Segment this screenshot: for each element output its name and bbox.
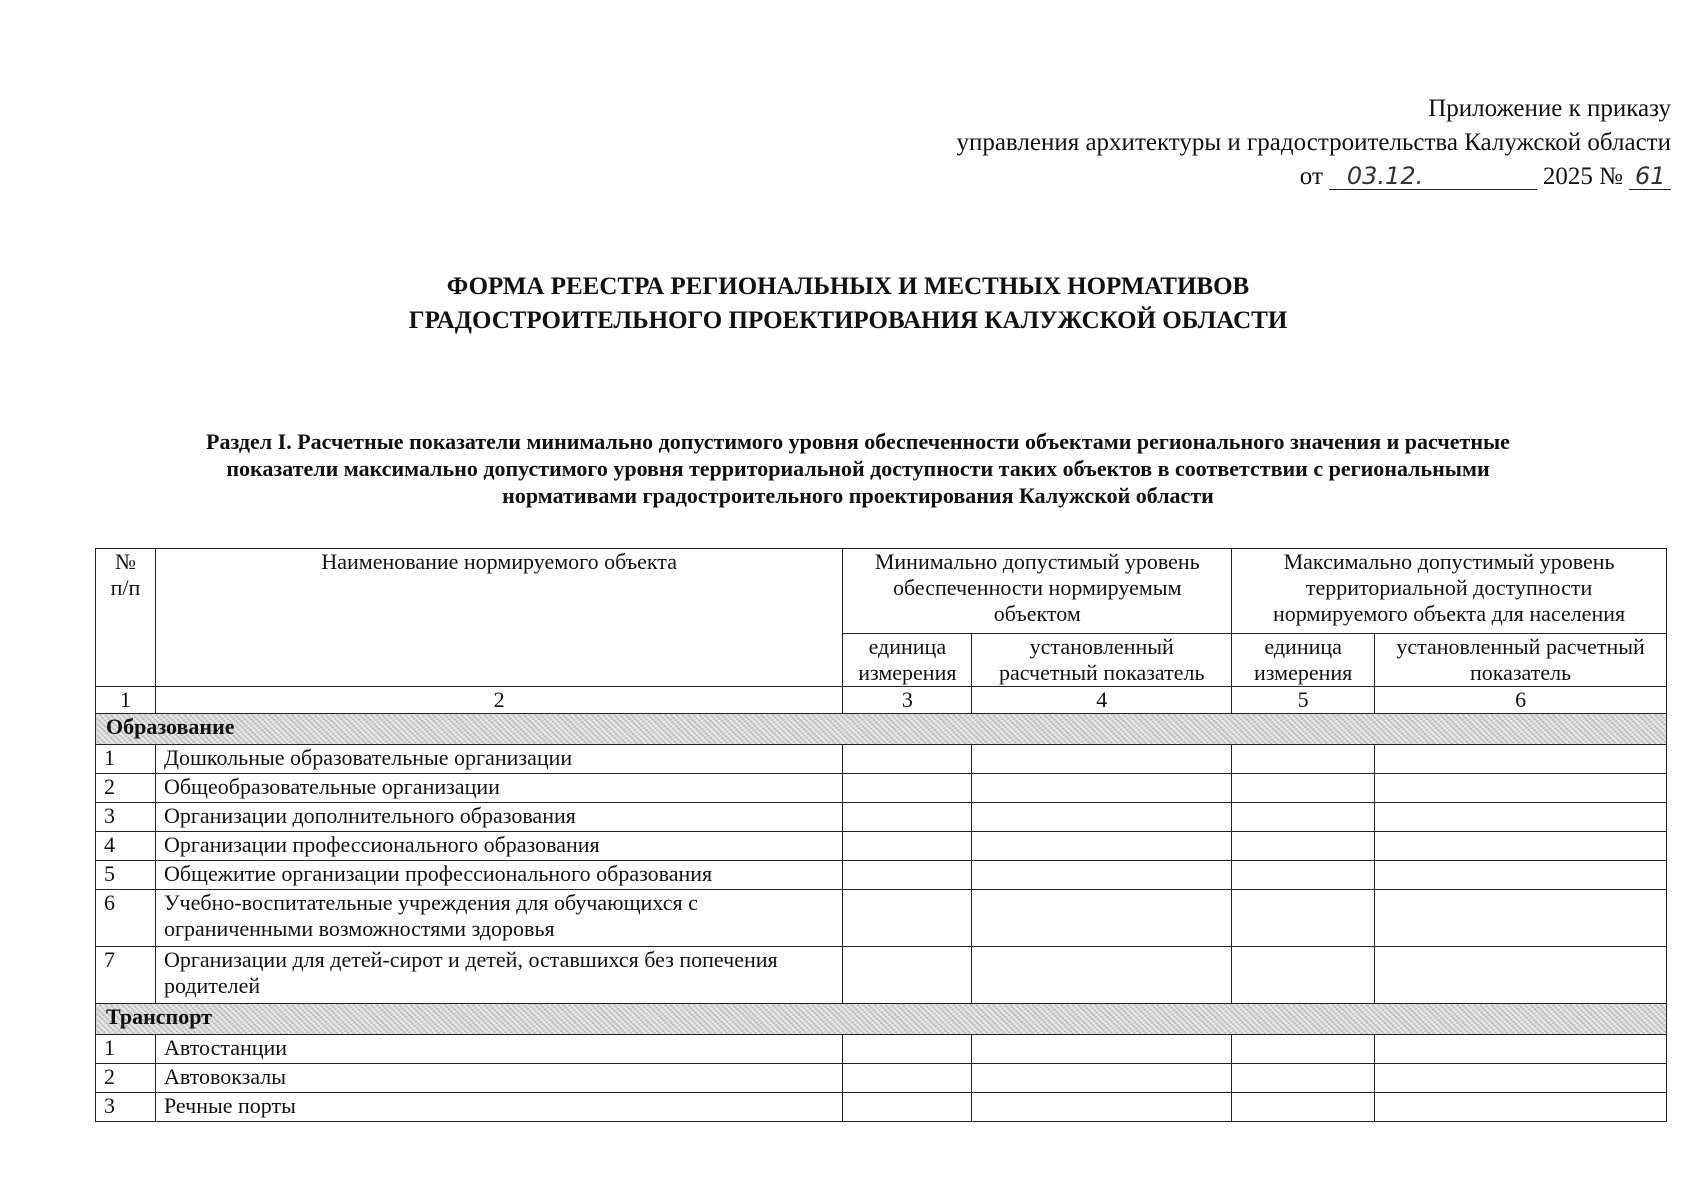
row-number: 1 — [96, 1035, 156, 1064]
from-label: от — [1299, 163, 1323, 190]
cell-unit-max — [1232, 890, 1375, 947]
cell-value-min — [972, 890, 1232, 947]
cell-unit-min — [843, 890, 972, 947]
cell-unit-min — [843, 745, 972, 774]
cell-unit-max — [1232, 1064, 1375, 1093]
cell-value-max — [1375, 1035, 1667, 1064]
section-heading — [120, 428, 1596, 509]
row-number: 3 — [96, 1093, 156, 1122]
cell-unit-min — [843, 1093, 972, 1122]
cell-unit-min — [843, 803, 972, 832]
row-name: Общежитие организации профессионального образования — [155, 861, 842, 890]
header-max-group: Максимально допустимый уровень территориальной доступности нормируемого объекта для населения — [1232, 549, 1667, 634]
cell-value-max — [1375, 832, 1667, 861]
header-min-group: Минимально допустимый уровень обеспеченности нормируемым объектом — [843, 549, 1232, 634]
table-row — [96, 745, 1667, 774]
cell-unit-min — [843, 1064, 972, 1093]
table-row — [96, 1093, 1667, 1122]
col-number-5: 5 — [1232, 687, 1375, 714]
header-unit-max: единица измерения — [1232, 634, 1375, 687]
table-row — [96, 1064, 1667, 1093]
cell-value-max — [1375, 947, 1667, 1004]
row-number: 1 — [96, 745, 156, 774]
header-value-max: установленный расчетный показатель — [1375, 634, 1667, 687]
table-row — [96, 803, 1667, 832]
title-line-1: ФОРМА РЕЕСТРА РЕГИОНАЛЬНЫХ И МЕСТНЫХ НОРМАТИВОВ — [446, 273, 1250, 300]
row-name: Автовокзалы — [155, 1064, 842, 1093]
row-name: Организации для детей-сирот и детей, оставшихся без попечения родителей — [155, 947, 842, 1004]
category-name: Транспорт — [96, 1004, 1667, 1035]
header-name: Наименование нормируемого объекта — [155, 549, 842, 687]
cell-unit-min — [843, 832, 972, 861]
row-name: Организации профессионального образования — [155, 832, 842, 861]
table-row — [96, 890, 1667, 947]
header-value-min: установленный расчетный показатель — [972, 634, 1232, 687]
cell-value-max — [1375, 1093, 1667, 1122]
order-number-field: 61 — [1629, 163, 1671, 190]
row-name: Общеобразовательные организации — [155, 774, 842, 803]
col-number-6: 6 — [1375, 687, 1667, 714]
table-row — [96, 832, 1667, 861]
col-number-3: 3 — [843, 687, 972, 714]
cell-value-max — [1375, 803, 1667, 832]
cell-unit-max — [1232, 745, 1375, 774]
category-row — [96, 1004, 1667, 1035]
year-number-label: 2025 № — [1542, 163, 1623, 190]
cell-unit-max — [1232, 803, 1375, 832]
row-name: Организации дополнительного образования — [155, 803, 842, 832]
cell-unit-max — [1232, 947, 1375, 1004]
cell-unit-max — [1232, 861, 1375, 890]
row-name: Речные порты — [155, 1093, 842, 1122]
row-number: 5 — [96, 861, 156, 890]
cell-value-min — [972, 1064, 1232, 1093]
cell-value-max — [1375, 861, 1667, 890]
document-title — [0, 270, 1696, 338]
col-number-4: 4 — [972, 687, 1232, 714]
cell-unit-max — [1232, 832, 1375, 861]
cell-value-max — [1375, 774, 1667, 803]
cell-value-max — [1375, 745, 1667, 774]
header-num: № п/п — [96, 549, 156, 687]
title-line-2: ГРАДОСТРОИТЕЛЬНОГО ПРОЕКТИРОВАНИЯ КАЛУЖСКОЙ ОБЛАСТИ — [408, 307, 1288, 334]
table-row — [96, 774, 1667, 803]
row-number: 2 — [96, 1064, 156, 1093]
col-number-1: 1 — [96, 687, 156, 714]
header-unit-min: единица измерения — [843, 634, 972, 687]
cell-value-min — [972, 803, 1232, 832]
section-line-3: нормативами градостроительного проектирования Калужской области — [502, 483, 1214, 508]
cell-unit-max — [1232, 1035, 1375, 1064]
category-name: Образование — [96, 714, 1667, 745]
row-number: 3 — [96, 803, 156, 832]
cell-value-min — [972, 745, 1232, 774]
cell-value-max — [1375, 890, 1667, 947]
cell-unit-min — [843, 1035, 972, 1064]
row-number: 4 — [96, 832, 156, 861]
cell-value-min — [972, 947, 1232, 1004]
table-row — [96, 947, 1667, 1004]
order-date-field: 03.12. — [1329, 163, 1537, 190]
row-name: Дошкольные образовательные организации — [155, 745, 842, 774]
row-number: 7 — [96, 947, 156, 1004]
cell-value-min — [972, 1035, 1232, 1064]
cell-unit-min — [843, 861, 972, 890]
registry-table — [95, 548, 1667, 1122]
category-row — [96, 714, 1667, 745]
row-number: 2 — [96, 774, 156, 803]
cell-value-max — [1375, 1064, 1667, 1093]
approval-line-2: управления архитектуры и градостроительства Калужской области — [956, 129, 1671, 156]
row-name: Автостанции — [155, 1035, 842, 1064]
table-row — [96, 1035, 1667, 1064]
section-line-2: показатели максимально допустимого уровня территориальной доступности таких объектов в соответствии с региональными — [226, 456, 1490, 481]
row-name: Учебно-воспитательные учреждения для обучающихся с ограниченными возможностями здоровья — [155, 890, 842, 947]
section-line-1: Раздел I. Расчетные показатели минимально допустимого уровня обеспеченности объектами регионального значения и расчетные — [206, 429, 1510, 454]
cell-unit-min — [843, 774, 972, 803]
col-number-2: 2 — [155, 687, 842, 714]
row-number: 6 — [96, 890, 156, 947]
cell-unit-min — [843, 947, 972, 1004]
cell-value-min — [972, 861, 1232, 890]
cell-unit-max — [1232, 774, 1375, 803]
cell-unit-max — [1232, 1093, 1375, 1122]
approval-line-3 — [956, 160, 1671, 194]
approval-block — [956, 92, 1671, 194]
cell-value-min — [972, 832, 1232, 861]
cell-value-min — [972, 774, 1232, 803]
approval-line-1: Приложение к приказу — [1428, 95, 1671, 122]
table-row — [96, 861, 1667, 890]
cell-value-min — [972, 1093, 1232, 1122]
